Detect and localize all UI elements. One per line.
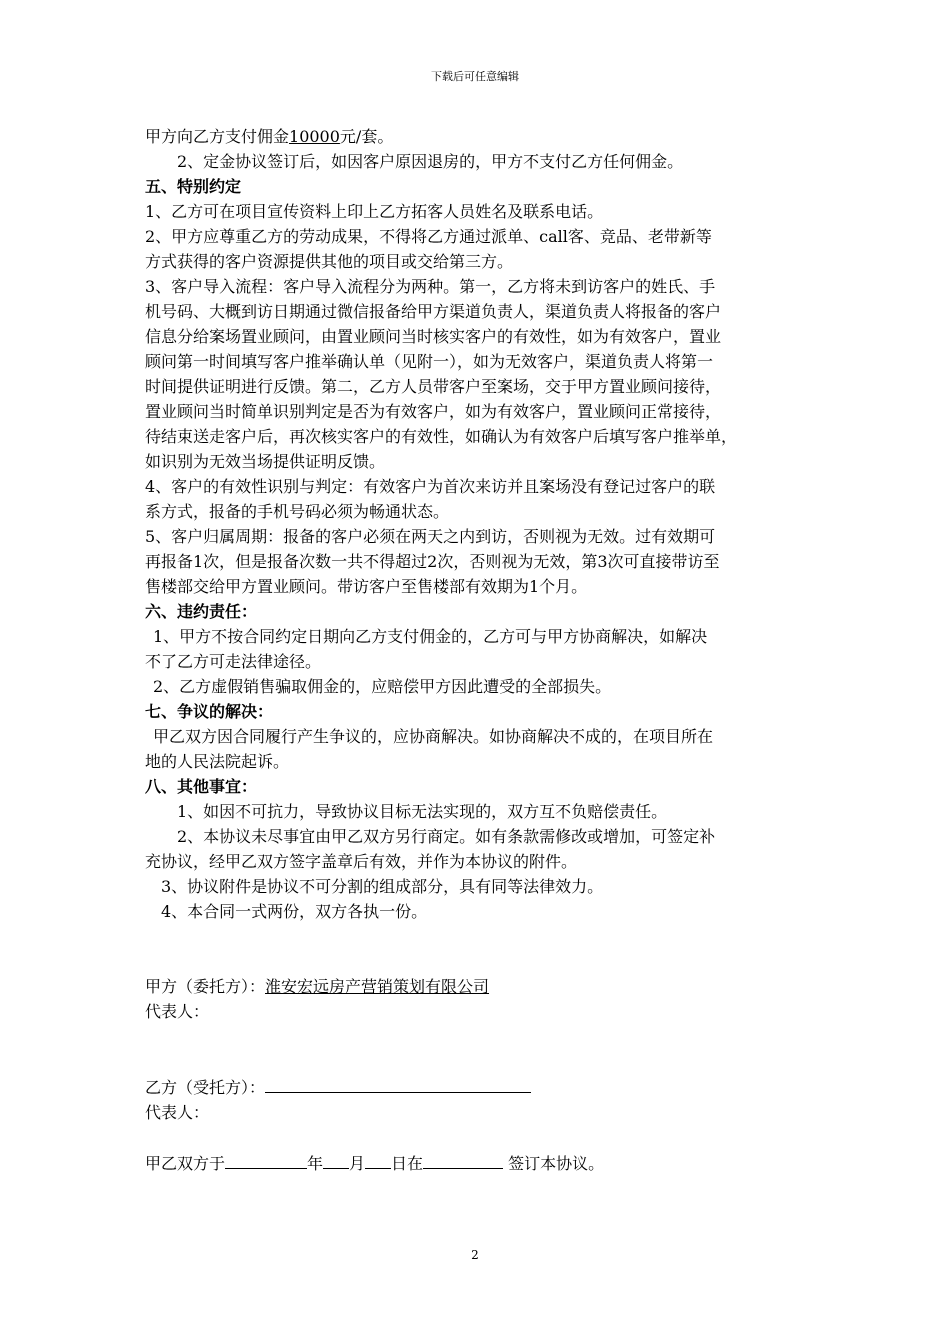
paragraph: 不了乙方可走法律途径。 bbox=[145, 652, 322, 671]
paragraph: 3、协议附件是协议不可分割的组成部分，具有同等法律效力。 bbox=[161, 877, 604, 896]
paragraph: 4、客户的有效性识别与判定：有效客户为首次来访并且案场没有登记过客户的联 bbox=[145, 477, 716, 496]
section-heading-8: 八、其他事宜： bbox=[145, 777, 258, 796]
paragraph: 3、客户导入流程：客户导入流程分为两种。第一，乙方将未到访客户的姓氏、手 bbox=[145, 277, 716, 296]
paragraph: 2、乙方虚假销售骗取佣金的，应赔偿甲方因此遭受的全部损失。 bbox=[153, 677, 612, 696]
paragraph: 甲乙双方因合同履行产生争议的，应协商解决。如协商解决不成的，在项目所在 bbox=[153, 727, 714, 746]
paragraph: 4、本合同一式两份，双方各执一份。 bbox=[161, 902, 428, 921]
party-a-label: 甲方（委托方）： bbox=[145, 977, 266, 996]
paragraph: 2、甲方应尊重乙方的劳动成果，不得将乙方通过派单、call客、竞品、老带新等 bbox=[145, 227, 712, 246]
payment-line bbox=[145, 124, 845, 149]
section-heading-7: 七、争议的解决： bbox=[145, 702, 274, 721]
text-span: 月 bbox=[349, 1154, 366, 1173]
text-span: 签订本协议。 bbox=[503, 1154, 605, 1173]
month-blank[interactable] bbox=[323, 1150, 349, 1169]
paragraph: 售楼部交给甲方置业顾问。带访客户至售楼部有效期为1个月。 bbox=[145, 577, 588, 596]
paragraph: 充协议，经甲乙双方签字盖章后有效，并作为本协议的附件。 bbox=[145, 852, 578, 871]
party-b-signature-blank[interactable] bbox=[265, 1074, 531, 1093]
party-b-line bbox=[145, 1074, 845, 1100]
section-heading-5: 五、特别约定 bbox=[145, 177, 242, 196]
page-number: 2 bbox=[471, 1248, 479, 1262]
party-b-rep: 代表人： bbox=[145, 1103, 210, 1122]
party-b-label: 乙方（受托方）： bbox=[145, 1078, 266, 1097]
commission-amount: 10000 bbox=[289, 127, 340, 146]
paragraph: 顾问第一时间填写客户推举确认单（见附一），如为无效客户，渠道负责人将第一 bbox=[145, 352, 714, 371]
paragraph: 2、本协议未尽事宜由甲乙双方另行商定。如有条款需修改或增加，可签定补 bbox=[177, 827, 716, 846]
paragraph: 再报备1次，但是报备次数一共不得超过2次，否则视为无效，第3次可直接带访至 bbox=[145, 552, 720, 571]
section-heading-6: 六、违约责任： bbox=[145, 602, 258, 621]
paragraph: 5、客户归属周期：报备的客户必须在两天之内到访，否则视为无效。过有效期可 bbox=[145, 527, 716, 546]
year-blank[interactable] bbox=[225, 1150, 307, 1169]
paragraph: 1、甲方不按合同约定日期向乙方支付佣金的，乙方可与甲方协商解决，如解决 bbox=[153, 627, 708, 646]
party-a-name: 淮安宏远房产营销策划有限公司 bbox=[265, 977, 490, 996]
paragraph: 方式获得的客户资源提供其他的项目或交给第三方。 bbox=[145, 252, 514, 271]
paragraph: 待结束送走客户后，再次核实客户的有效性，如确认为有效客户后填写客户推举单， bbox=[145, 427, 738, 446]
paragraph: 1、如因不可抗力，导致协议目标无法实现的，双方互不负赔偿责任。 bbox=[177, 802, 668, 821]
paragraph: 机号码、大概到访日期通过微信报备给甲方渠道负责人，渠道负责人将报备的客户 bbox=[145, 302, 722, 321]
paragraph: 地的人民法院起诉。 bbox=[145, 752, 290, 771]
text-span: 日在 bbox=[391, 1154, 424, 1173]
party-a-rep: 代表人： bbox=[145, 1002, 210, 1021]
text-span: 元/套。 bbox=[339, 127, 394, 146]
page-header: 下载后可任意编辑 bbox=[431, 70, 519, 83]
paragraph: 1、乙方可在项目宣传资料上印上乙方拓客人员姓名及联系电话。 bbox=[145, 202, 604, 221]
paragraph: 置业顾问当时简单识别判定是否为有效客户，如为有效客户，置业顾问正常接待， bbox=[145, 402, 722, 421]
place-blank[interactable] bbox=[423, 1150, 503, 1169]
text-span: 年 bbox=[307, 1154, 324, 1173]
paragraph: 系方式，报备的手机号码必须为畅通状态。 bbox=[145, 502, 450, 521]
document-body bbox=[145, 124, 845, 1176]
paragraph: 时间提供证明进行反馈。第二，乙方人员带客户至案场，交于甲方置业顾问接待， bbox=[145, 377, 722, 396]
signing-date-line bbox=[145, 1150, 845, 1176]
paragraph: 信息分给案场置业顾问，由置业顾问当时核实客户的有效性，如为有效客户，置业 bbox=[145, 327, 722, 346]
paragraph: 2、定金协议签订后，如因客户原因退房的，甲方不支付乙方任何佣金。 bbox=[177, 152, 684, 171]
day-blank[interactable] bbox=[365, 1150, 391, 1169]
party-a-line bbox=[145, 974, 845, 999]
text-span: 甲乙双方于 bbox=[145, 1154, 226, 1173]
text-span: 甲方向乙方支付佣金 bbox=[145, 127, 290, 146]
paragraph: 如识别为无效当场提供证明反馈。 bbox=[145, 452, 386, 471]
